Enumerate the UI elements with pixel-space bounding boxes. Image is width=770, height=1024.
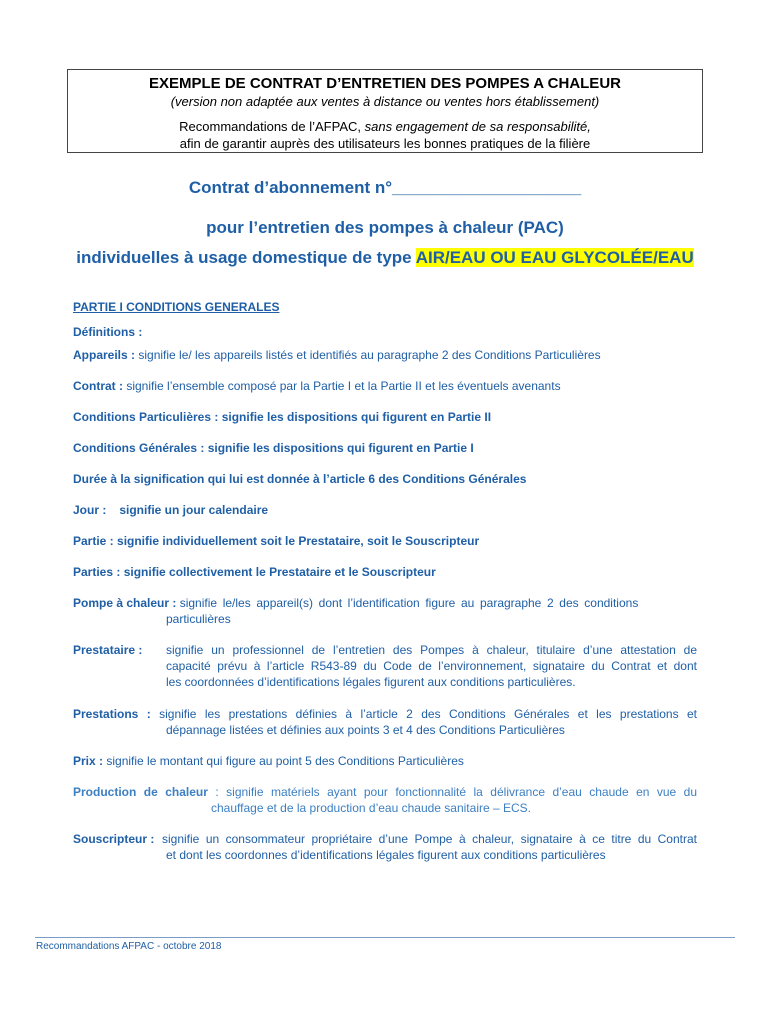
def-partie: Partie : signifie individuellement soit le Prestataire, soit le Souscripteur bbox=[73, 534, 480, 548]
def-term: Contrat : bbox=[73, 379, 123, 393]
contract-type-prefix: individuelles à usage domestique de type bbox=[76, 248, 416, 267]
def-parties: Parties : signifie collectivement le Prestataire et le Souscripteur bbox=[73, 565, 436, 579]
contract-type-highlight: AIR/EAU OU EAU GLYCOLÉE/EAU bbox=[415, 248, 694, 267]
def-appareils bbox=[73, 347, 697, 363]
def-souscripteur-text bbox=[162, 831, 697, 863]
def-text: signifie l’ensemble composé par la Partie I et la Partie II et les éventuels avenants bbox=[123, 379, 561, 393]
def-term: Appareils : bbox=[73, 348, 136, 362]
souscripteur-line-1: signifie un consommateur propriétaire d’une Pompe à chaleur, signataire à ce titre du Contrat bbox=[162, 832, 697, 846]
def-jour bbox=[73, 502, 697, 518]
def-conditions-generales: Conditions Générales : signifie les dispositions qui figurent en Partie I bbox=[73, 441, 474, 455]
def-prestations-continued: dépannage listées et définies aux points 3 et 4 des Conditions Particulières bbox=[166, 723, 565, 737]
def-term: Pompe à chaleur : bbox=[73, 596, 177, 610]
prestataire-line-3: les coordonnées d’identifications légales figurent aux conditions particulières. bbox=[166, 675, 576, 689]
def-text: signifie le/les appareil(s) dont l’identification figure au paragraphe 2 des conditions bbox=[179, 596, 639, 610]
def-text: signifie le montant qui figure au point 5 des Conditions Particulières bbox=[103, 754, 464, 768]
def-production bbox=[73, 784, 697, 800]
def-text: signifie un jour calendaire bbox=[119, 503, 269, 517]
def-conditions-particulieres: Conditions Particulières : signifie les dispositions qui figurent en Partie II bbox=[73, 410, 492, 424]
def-prestations bbox=[73, 706, 697, 722]
def-contrat bbox=[73, 378, 697, 394]
def-pompe bbox=[73, 595, 697, 611]
def-prix bbox=[73, 753, 697, 769]
def-term: Prestataire : bbox=[73, 643, 143, 657]
def-text: signifie le/ les appareils listés et identifiés au paragraphe 2 des Conditions Particulières bbox=[135, 348, 601, 362]
def-duree: Durée à la signification qui lui est donnée à l’article 6 des Conditions Générales bbox=[73, 472, 527, 486]
def-text: : signifie matériels ayant pour fonctionnalité la délivrance d’eau chaude en vue du bbox=[207, 785, 698, 799]
contract-type-line bbox=[0, 248, 770, 268]
footer-divider bbox=[35, 937, 735, 938]
def-term: Souscripteur : bbox=[73, 832, 155, 846]
prestataire-line-1: signifie un professionnel de l’entretien des Pompes à chaleur, titulaire d’une attestation de bbox=[166, 643, 697, 657]
def-production-continued: chauffage et de la production d’eau chaude sanitaire – ECS. bbox=[211, 801, 532, 815]
header-box bbox=[67, 69, 703, 153]
def-term: Jour : bbox=[73, 503, 107, 517]
def-term: Prix : bbox=[73, 754, 104, 768]
def-term: Prestations : bbox=[73, 707, 151, 721]
def-text: signifie les prestations définies à l’article 2 des Conditions Générales et les prestations et bbox=[150, 707, 697, 721]
def-pompe-continued: particulières bbox=[166, 612, 231, 626]
document-title: EXEMPLE DE CONTRAT D’ENTRETIEN DES POMPES A CHALEUR bbox=[149, 75, 621, 92]
definitions-title: Définitions : bbox=[73, 325, 143, 339]
def-term: Production de chaleur bbox=[73, 785, 208, 799]
souscripteur-line-2: et dont les coordonnes d’identifications légales figurent aux conditions particulières bbox=[166, 848, 606, 862]
def-prestataire-text bbox=[166, 642, 697, 690]
rec-prefix: Recommandations de l’AFPAC, bbox=[179, 119, 365, 134]
contract-number-line: Contrat d’abonnement n°____________________ bbox=[188, 178, 582, 197]
recommendation-line-2: afin de garantir auprès des utilisateurs les bonnes pratiques de la filière bbox=[179, 136, 591, 151]
recommendation-line-1 bbox=[68, 118, 702, 135]
part-title: PARTIE I CONDITIONS GENERALES bbox=[73, 300, 280, 314]
footer-text: Recommandations AFPAC - octobre 2018 bbox=[36, 941, 222, 952]
contract-purpose-line: pour l’entretien des pompes à chaleur (PAC) bbox=[206, 218, 564, 237]
document-subtitle: (version non adaptée aux ventes à distance ou ventes hors établissement) bbox=[170, 94, 600, 109]
prestataire-line-2: capacité prévu à l’article R543-89 du Code de l’environnement, signataire du Contrat et dont bbox=[166, 659, 697, 673]
rec-italic: sans engagement de sa responsabilité, bbox=[364, 119, 591, 134]
